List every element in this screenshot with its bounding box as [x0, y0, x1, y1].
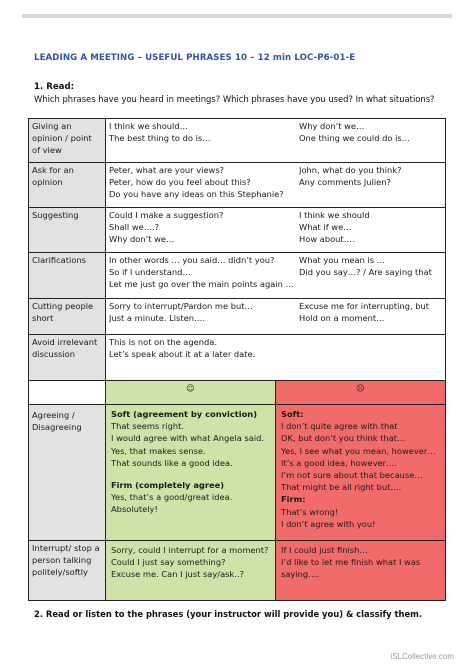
table-row: [29, 208, 446, 253]
row-label: Agreeing / Disagreeing: [29, 405, 106, 541]
phrase: Could I make a suggestion?: [109, 210, 224, 220]
phrase: Why don’t we…: [109, 234, 175, 245]
phrase: Let me just go over the main points again …: [109, 279, 294, 290]
phrase: That seems right.: [111, 421, 185, 432]
phrase: Let’s speak about it at a later date.: [109, 349, 256, 360]
phrase: I’m not sure about that because…: [281, 470, 423, 481]
phrases-table: [28, 118, 446, 601]
phrase: So if I understand…: [109, 267, 191, 278]
table-row: [29, 541, 446, 601]
phrase: Hold on a moment…: [299, 313, 385, 324]
row-label: Cutting people short: [29, 299, 106, 335]
row-label: Clarifications: [29, 253, 106, 299]
phrase: That might be all right but….: [281, 482, 402, 493]
phrase: In other words … you said… didn’t you?: [109, 255, 275, 265]
soft-disagree-heading: Soft:: [281, 409, 304, 419]
row-label: Ask for an opinion: [29, 163, 106, 208]
row-label: Giving an opinion / point of view: [29, 119, 106, 163]
firm-agree-heading: Firm (completely agree): [111, 480, 225, 491]
phrase: Any comments Julien?: [299, 177, 391, 188]
phrase: I think we should: [299, 210, 370, 220]
phrase: The best thing to do is…: [109, 133, 211, 144]
phrase: I don’t agree with you!: [281, 518, 376, 529]
row-label: Avoid irrelevant discussion: [29, 335, 106, 381]
task2-instruction: 2. Read or listen to the phrases (your instructor will provide you) & classify them.: [34, 609, 423, 619]
table-row: [29, 335, 446, 381]
phrase: Did you say…? / Are saying that: [299, 267, 432, 278]
task1-question: Which phrases have you heard in meetings? Which phrases have you used? In what situations?: [34, 94, 435, 104]
table-row: [29, 405, 446, 541]
task1-label: 1. Read:: [34, 82, 75, 92]
site-watermark: iSLCollective.com: [390, 652, 454, 661]
firm-disagree-heading: Firm:: [281, 494, 306, 505]
row-label: Interrupt/ stop a person talking politely/softly: [29, 541, 106, 601]
phrase: Excuse me. Can I just say/ask..?: [111, 569, 244, 580]
phrase: That’s wrong!: [281, 506, 339, 517]
phrase: Just a minute. Listen….: [109, 313, 205, 324]
phrase: I think we should…: [109, 121, 188, 131]
phrase: Absolutely!: [111, 504, 158, 515]
table-row: [29, 381, 446, 405]
phrase: This is not on the agenda.: [109, 337, 218, 347]
phrase: Do you have any ideas on this Stephanie?: [109, 189, 284, 200]
frowny-face-icon: ☹: [276, 381, 446, 405]
phrase: Yes, I see what you mean, however…: [281, 445, 436, 456]
table-row: [29, 163, 446, 208]
phrase: It’s a good idea, however….: [281, 457, 397, 468]
phrase: John, what do you think?: [299, 165, 402, 175]
row-label: Suggesting: [29, 208, 106, 253]
phrase: If I could just finish…: [281, 545, 368, 555]
table-row: [29, 299, 446, 335]
phrase: I don’t quite agree with that: [281, 421, 398, 432]
table-row: [29, 253, 446, 299]
phrase: I’d like to let me finish what I was saying….: [281, 557, 421, 580]
phrase: Sorry, could I interrupt for a moment?: [111, 545, 269, 555]
phrase: One thing we could do is…: [299, 133, 411, 144]
phrase: Peter, how do you feel about this?: [109, 177, 251, 188]
phrase: Could I just say something?: [111, 557, 226, 568]
phrase: Excuse me for interrupting, but: [299, 301, 430, 311]
phrase: OK, but don’t you think that…: [281, 433, 406, 444]
phrase: Sorry to interrupt/Pardon me but…: [109, 301, 253, 311]
phrase: Peter, what are your views?: [109, 165, 225, 175]
phrase: How about….: [299, 234, 355, 245]
table-row: [29, 119, 446, 163]
phrase: What if we…: [299, 222, 352, 233]
smiley-face-icon: ☺: [106, 381, 276, 405]
phrase: What you mean is …: [299, 255, 386, 265]
header-bar: [22, 14, 452, 18]
phrase: Yes, that makes sense.: [111, 445, 206, 456]
phrase: Shall we….?: [109, 222, 160, 233]
phrase: Why don’t we…: [299, 121, 365, 131]
phrase: Yes, that’s a good/great idea.: [111, 492, 233, 503]
phrase: I would agree with what Angela said.: [111, 433, 265, 444]
page-title: LEADING A MEETING – USEFUL PHRASES 10 – 12 min LOC-P6-01-E: [34, 53, 356, 63]
phrase: That sounds like a good idea.: [111, 457, 233, 468]
soft-agree-heading: Soft (agreement by conviction): [111, 409, 257, 419]
